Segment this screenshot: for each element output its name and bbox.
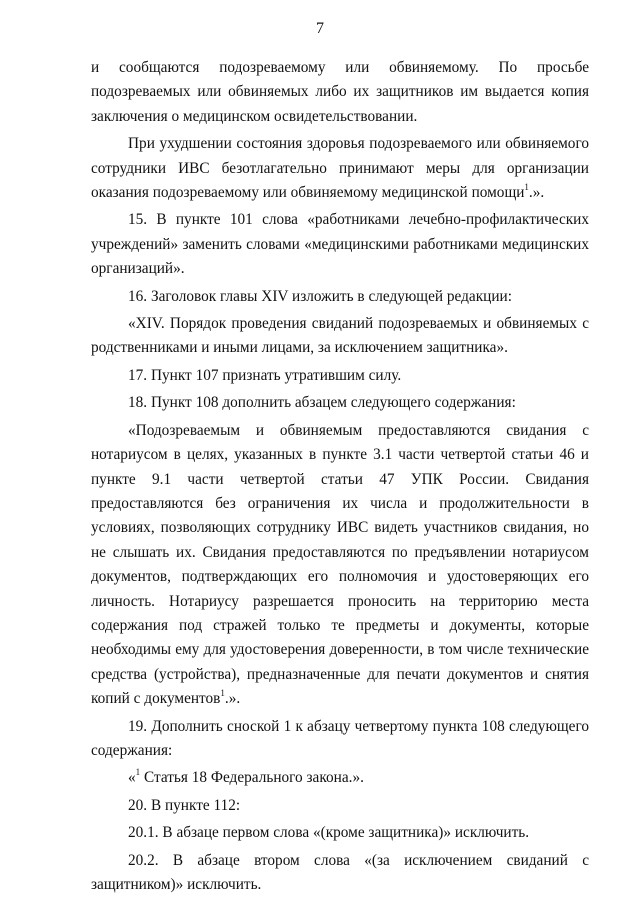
paragraph: «XIV. Порядок проведения свиданий подозреваемых и обвиняемых с родственниками и иными лицами, за исключением защитника». bbox=[91, 315, 589, 357]
document-body bbox=[91, 56, 589, 897]
paragraph: «$^1$ Статья 18 Федерального закона.». bbox=[128, 767, 364, 787]
paragraph: При ухудшении состояния здоровья подозреваемого или обвиняемого сотрудники ИВС безотлагательно принимают меры для организации оказания подозреваемому или обвиняемому медицинской помощи$^1$.». bbox=[91, 135, 589, 202]
paragraph: 15. В пункте 101 слова «работниками лечебно-профилактических учреждений» заменить словами «медицинскими работниками медицинских организаций». bbox=[91, 211, 589, 278]
paragraph: 18. Пункт 108 дополнить абзацем следующего содержания: bbox=[128, 394, 516, 412]
paragraph: 16. Заголовок главы XIV изложить в следующей редакции: bbox=[128, 287, 512, 305]
paragraph: и сообщаются подозреваемому или обвиняемому. По просьбе подозреваемых или обвиняемых либо их защитников им выдается копия заключения о медицинском освидетельствовании. bbox=[91, 59, 589, 125]
footnote-mark: 1 bbox=[135, 767, 141, 778]
paragraph: 17. Пункт 107 признать утратившим силу. bbox=[128, 366, 402, 384]
footnote-mark: 1 bbox=[524, 181, 529, 192]
footnote-mark: 1 bbox=[220, 688, 225, 699]
paragraph: 20.2. В абзаце втором слова «(за исключением свиданий с защитником)» исключить. bbox=[91, 851, 589, 893]
paragraph: 19. Дополнить сноской 1 к абзацу четвертому пункта 108 следующего содержания: bbox=[91, 717, 589, 759]
paragraph: 20. В пункте 112: bbox=[128, 796, 241, 814]
paragraph: «Подозреваемым и обвиняемым предоставляются свидания с нотариусом в целях, указанных в пункте 3.1 части четвертой статьи 46 и пункте 9.1 части четвертой статьи 47 УПК России. Свидания предоставляются без ограничения их числа и продолжительности в условиях, позволяющих сотруднику ИВС видеть участников свидания, но не слышать их. Свидания предоставляются по предъявлении нотариусом документов, подтверждающих его полномочия и удостоверяющих его личность. Нотариусу разрешается проносить на территорию места содержания под стражей только те предметы и документы, которые необходимы ему для удостоверения доверенности, в том числе технические средства (устройства), предназначенные для печати документов и снятия копий с документов$^1$.». bbox=[91, 421, 589, 708]
paragraph: 20.1. В абзаце первом слова «(кроме защитника)» исключить. bbox=[128, 824, 530, 842]
page-number: 7 bbox=[316, 20, 324, 37]
